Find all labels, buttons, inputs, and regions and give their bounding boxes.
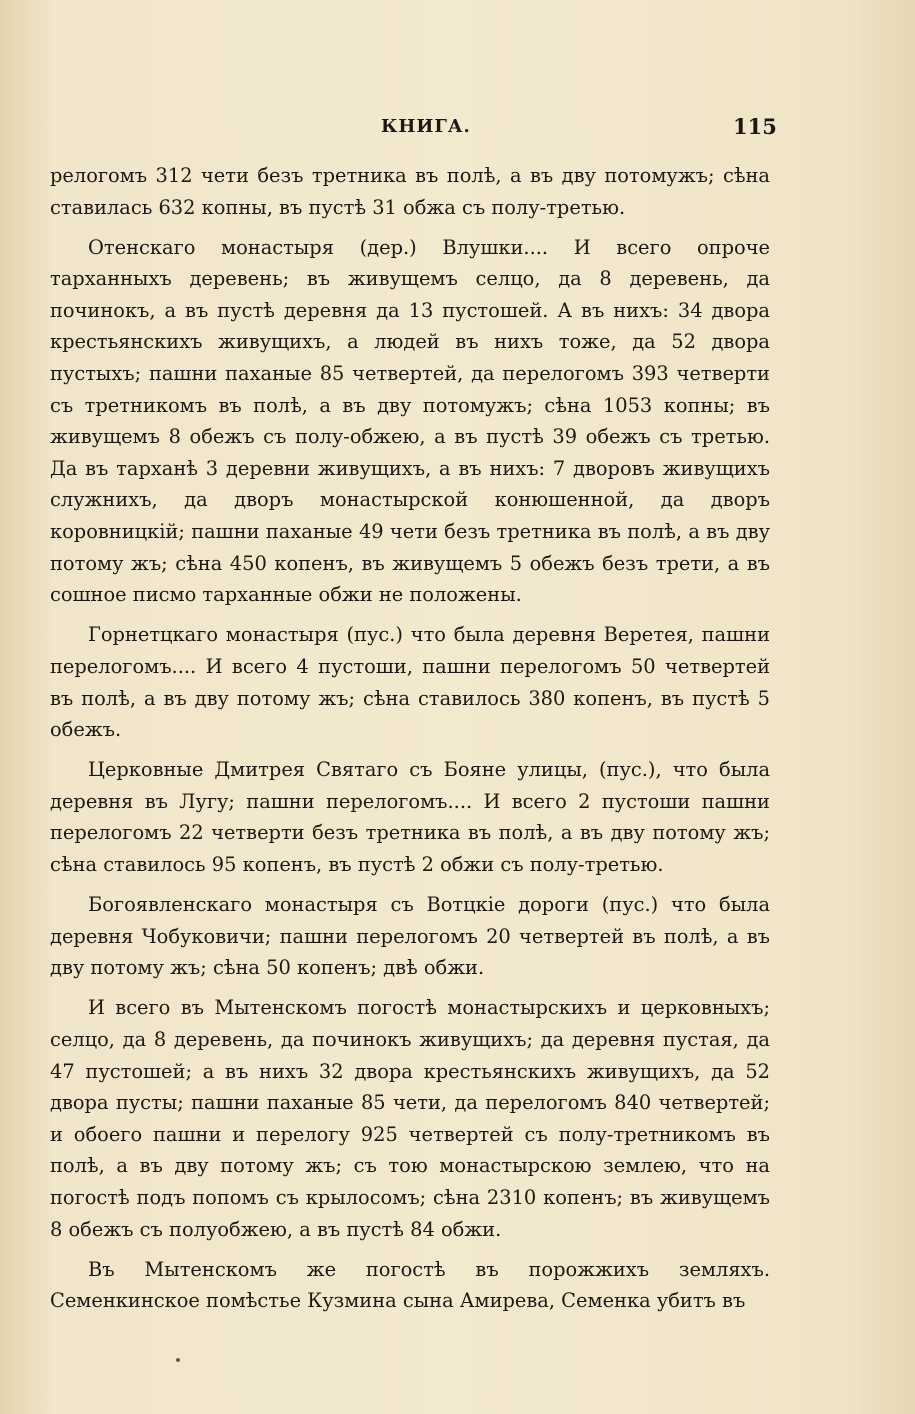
page-number: 115 [733, 114, 777, 139]
paragraph-bogoyavlensky-monastery: Богоявленскаго монастыря съ Вотцкіе дороги (пус.) что была деревня Чобуковичи; пашни перелогомъ 20 четвертей въ полѣ, а въ дву потому жъ; сѣна 50 копенъ; двѣ обжи. [50, 893, 770, 980]
paragraph-mytensky-empty-lands: Въ Мытенскомъ же погостѣ въ порожжихъ земляхъ. Семенкинское помѣстье Кузмина сына Амирева, Семенка убитъ въ [50, 1257, 770, 1313]
page-header [0, 116, 915, 146]
paper-speck [176, 1358, 180, 1362]
body-text [50, 160, 770, 1325]
paragraph-church-dmitry: Церковные Дмитрея Святаго съ Бояне улицы, (пус.), что была деревня въ Лугу; пашни перелогомъ.... И всего 2 пустоши пашни перелогомъ 22 четверти безъ третника въ полѣ, а въ дву потому жъ; сѣна ставилось 95 копенъ, въ пустѣ 2 обжи съ полу-третью. [50, 758, 770, 876]
paragraph-continuation: релогомъ 312 чети безъ третника въ полѣ, а въ дву потомужъ; сѣна ставилась 632 копны, въ пустѣ 31 обжа съ полу-третью. [50, 164, 770, 219]
paragraph-gornetsky-monastery: Горнетцкаго монастыря (пус.) что была деревня Веретея, пашни перелогомъ.... И всего 4 пустоши, пашни перелогомъ 50 четвертей въ полѣ, а въ дву потому жъ; сѣна ставилось 380 копенъ, въ пустѣ 5 обежъ. [50, 623, 770, 742]
running-title: КНИГА. [381, 116, 471, 137]
paragraph-mytensky-total: И всего въ Мытенскомъ погостѣ монастырскихъ и церковныхъ; селцо, да 8 деревень, да починокъ живущихъ; да деревня пустая, да 47 пустошей; а въ нихъ 32 двора крестьянскихъ живущихъ, да 52 двора пусты; пашни паханые 85 чети, да перелогомъ 840 четвертей; и обоего пашни и перелогу 925 четвертей съ полу-третникомъ въ полѣ, а въ дву потому жъ; съ тою монастырскою землею, что на погостѣ подъ попомъ съ крылосомъ; сѣна 2310 копенъ; въ живущемъ 8 обежъ съ полуобжею, а въ пустѣ 84 обжи. [50, 996, 770, 1241]
paragraph-otensky-monastery: Отенскаго монастыря (дер.) Влушки.... И всего опроче тарханныхъ деревень; въ живущемъ селцо, да 8 деревень, да починокъ, а въ пустѣ деревня да 13 пустошей. А въ нихъ: 34 двора крестьянскихъ живущихъ, а людей въ нихъ тоже, да 52 двора пустыхъ; пашни паханые 85 четвертей, да перелогомъ 393 четверти съ третникомъ въ полѣ, а въ дву потомужъ; сѣна 1053 копны; въ живущемъ 8 обежъ съ полу-обжею, а въ пустѣ 39 обежъ съ третью. Да въ тарханѣ 3 деревни живущихъ, а въ нихъ: 7 дворовъ живущихъ служнихъ, да дворъ монастырской конюшенной, да дворъ коровницкій; пашни паханые 49 чети безъ третника въ полѣ, а въ дву потому жъ; сѣна 450 копенъ, въ живущемъ 5 обежъ безъ трети, а въ сошное писмо тарханные обжи не положены. [50, 235, 770, 607]
